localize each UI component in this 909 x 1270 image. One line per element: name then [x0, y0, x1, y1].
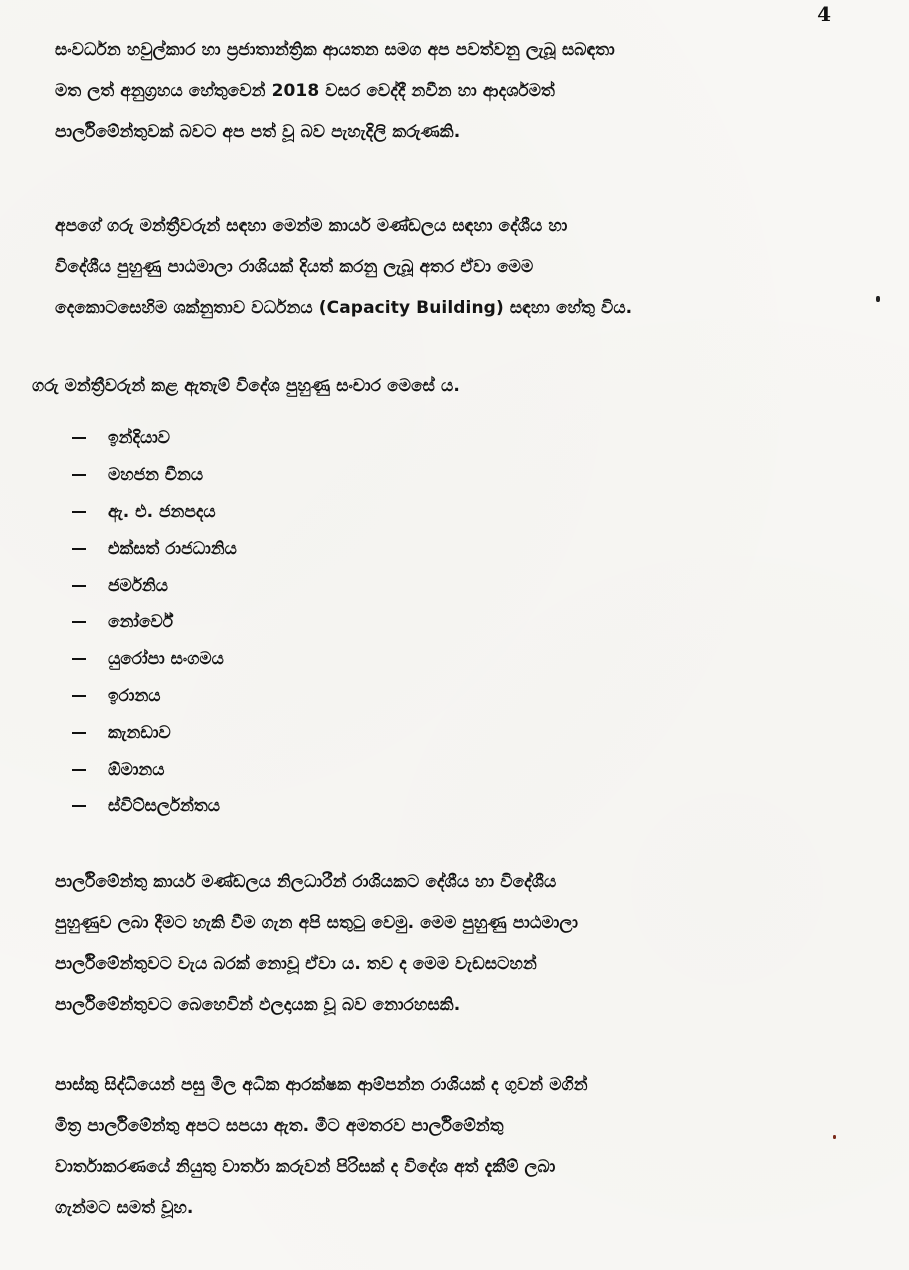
page-number: 4	[817, 2, 831, 26]
list-item	[70, 641, 237, 678]
text-line: අපගේ ගරු මන්ත්‍රීවරුන් සඳහා මෙන්ම කාර්ය මණ්ඩලය සඳහා දේශීය හා	[55, 216, 568, 236]
dash-bullet-icon	[72, 805, 86, 807]
text-line: පාර්ලිමේන්තු කාර්ය මණ්ඩලය නිලධාරීන් රාශියකට දේශීය හා විදේශීය	[55, 872, 557, 892]
dash-bullet-icon	[72, 585, 86, 587]
dash-bullet-icon	[72, 695, 86, 697]
scan-speck	[833, 1135, 836, 1139]
text-line: පාස්කු සිද්ධියෙන් පසු මිල අධික ආරක්ෂක ආම්පන්න රාශියක් ද ගුවන් මගින්	[55, 1075, 588, 1095]
dash-bullet-icon	[72, 732, 86, 734]
list-item	[70, 420, 237, 457]
country-name: මහජන චීනය	[108, 465, 204, 486]
list-item	[70, 457, 237, 494]
list-item	[70, 751, 237, 788]
country-name: නෝර්වේ	[108, 612, 174, 633]
text-line: විදේශීය පුහුණු පාඨමාලා රාශියක් දියත් කරනු ලැබූ අතර ඒවා මෙම	[55, 257, 534, 277]
dash-bullet-icon	[72, 621, 86, 623]
dash-bullet-icon	[72, 658, 86, 660]
text-line: දෙකොටසෙහිම ශක්නුතාව වර්ධනය (Capacity Building) සඳහා හේතු විය.	[55, 298, 633, 318]
paragraph-partnerships	[55, 30, 849, 153]
country-name: ජර්මනිය	[108, 575, 169, 596]
text-line: මත ලත් අනුග්‍රහය හේතුවෙන් 2018 වසර වෙද්දී නවීන හා ආදර්ශමත්	[55, 81, 555, 101]
paragraph-security-equipment	[55, 1065, 849, 1229]
paragraph-staff-training	[55, 862, 849, 1026]
list-item	[70, 494, 237, 531]
country-list	[70, 420, 237, 825]
text-line: මිත්‍ර පාර්ලිමේන්තු අපට සපයා ඇත. මීට අමතරව පාර්ලිමේන්තු	[55, 1116, 504, 1136]
page-curl-shadow	[0, 0, 46, 46]
text-line: සංවර්ධන හවුල්කාර හා ප්‍රජාතාන්ත්‍රික ආයතන සමග අප පවත්වනු ලැබූ සබඳතා	[55, 40, 615, 60]
list-item	[70, 604, 237, 641]
text-line: පාර්ලිමේන්තුවට බෙහෙවින් ඵලදායක වූ බව නොරහසකි.	[55, 995, 461, 1015]
dash-bullet-icon	[72, 437, 86, 439]
country-name: යුරෝපා සංගමය	[108, 649, 224, 670]
text-line: ගැන්මට සමත් වූහ.	[55, 1198, 194, 1218]
dash-bullet-icon	[72, 474, 86, 476]
dash-bullet-icon	[72, 548, 86, 550]
list-item	[70, 530, 237, 567]
text-line: පාර්ලිමේන්තුවට වැය බරක් නොවූ ඒවා ය. තව ද මෙම වැඩසටහන්	[55, 954, 537, 974]
dash-bullet-icon	[72, 511, 86, 513]
scan-speck	[876, 296, 880, 302]
country-name: කැනඩාව	[108, 722, 171, 743]
country-name: ඇ. එ. ජනපදය	[108, 501, 216, 522]
text-line: ගරු මන්ත්‍රීවරුන් කළ ඇතැම් විදේශ පුහුණු සංචාර මෙසේ ය.	[32, 376, 460, 396]
list-item	[70, 678, 237, 715]
country-name: ස්විට්සර්ලන්තය	[108, 796, 220, 817]
list-item	[70, 788, 237, 825]
country-name: එක්සත් රාජධානිය	[108, 538, 237, 559]
text-line: පුහුණුව ලබා දීමට හැකි වීම ගැන අපි සතුටු වෙමු. මෙම පුහුණු පාඨමාලා	[55, 913, 579, 933]
text-line: වාර්තාකරණයේ නියුතු වාර්තා කරුවන් පිරිසක් ද විදේශ අත් දැකීම් ලබා	[55, 1157, 556, 1177]
text-line: පාර්ලිමේන්තුවක් බවට අප පත් වූ බව පැහැදිලි කරුණකි.	[55, 122, 461, 142]
list-item	[70, 714, 237, 751]
paragraph-foreign-visits-intro	[32, 366, 849, 407]
country-name: ඕමානය	[108, 759, 165, 780]
list-item	[70, 567, 237, 604]
paragraph-training-programs	[55, 206, 849, 329]
country-name: ඉන්දියාව	[108, 428, 171, 449]
dash-bullet-icon	[72, 769, 86, 771]
country-name: ඉරානය	[108, 685, 161, 706]
